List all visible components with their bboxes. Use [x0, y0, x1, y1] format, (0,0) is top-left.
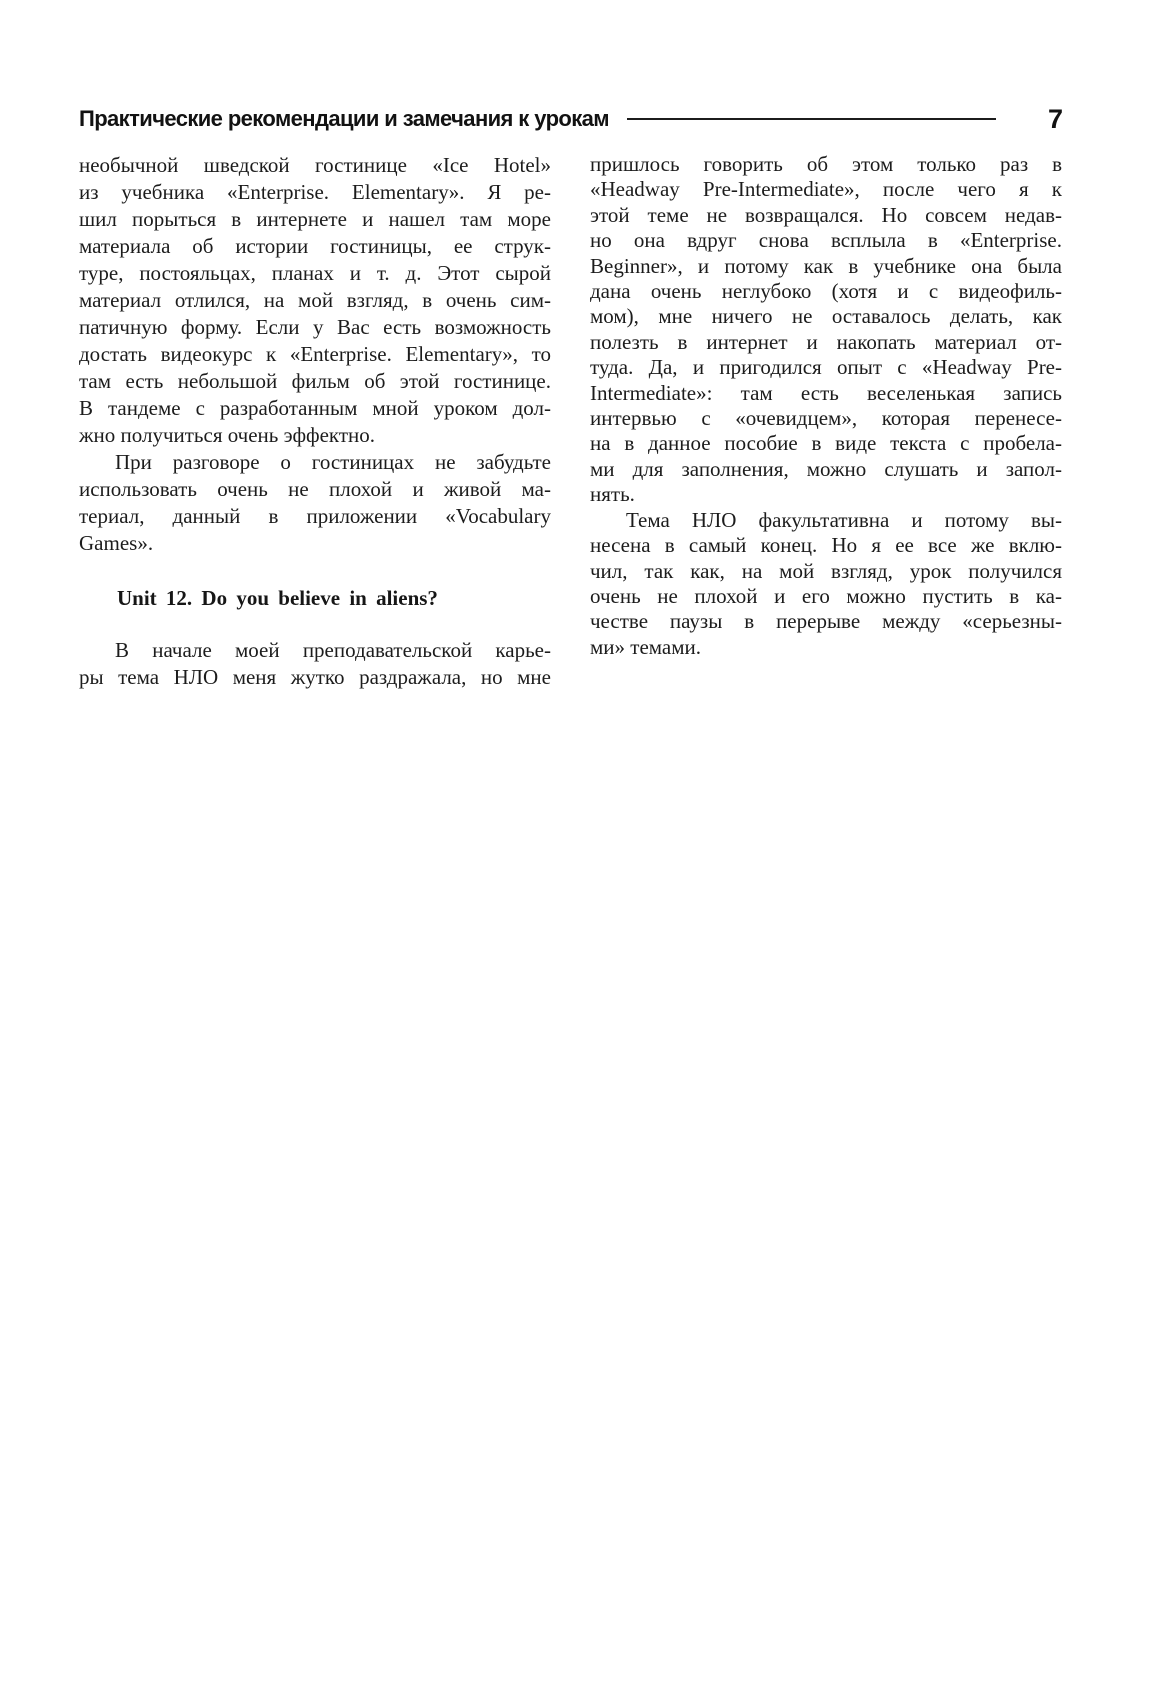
text-line: там есть небольшой фильм об этой гостинице.: [79, 369, 551, 393]
text-line: пришлось говорить об этом только раз в: [590, 152, 1062, 176]
text-line: В начале моей преподавательской карье-: [115, 638, 551, 662]
text-line: на в данное пособие в виде текста с пробела-: [590, 431, 1062, 456]
unit-heading: Unit 12. Do you believe in aliens?: [117, 586, 438, 610]
paragraph: [590, 152, 1062, 508]
text-line: материала об истории гостиницы, ее струк-: [79, 234, 551, 258]
text-line: В тандеме с разработанным мной уроком дол-: [79, 396, 551, 420]
paragraph: [79, 152, 551, 449]
text-line: ми для заполнения, можно слушать и запол-: [590, 456, 1062, 481]
text-line: ры тема НЛО меня жутко раздражала, но мне: [79, 665, 551, 689]
column-left: [79, 152, 551, 691]
text-line: туда. Да, и пригодился опыт с «Headway Pre-: [590, 355, 1062, 380]
text-line: из учебника «Enterprise. Elementary». Я ре-: [79, 180, 551, 204]
text-line: мом), мне ничего не оставалось делать, как: [590, 304, 1062, 329]
running-head-rule: [627, 118, 996, 120]
text-line: Тема НЛО факультативна и потому вы-: [626, 507, 1062, 532]
text-line: этой теме не возвращался. Но совсем недав-: [590, 202, 1062, 227]
text-line: туре, постояльцах, планах и т. д. Этот сырой: [79, 261, 551, 285]
text-line: Games».: [79, 531, 154, 555]
text-line: шил порыться в интернете и нашел там море: [79, 207, 551, 231]
text-line: использовать очень не плохой и живой ма-: [79, 477, 551, 501]
text-line: жно получиться очень эффектно.: [79, 423, 376, 447]
paragraph: [79, 637, 551, 691]
text-line: интервью с «очевидцем», которая перенесе-: [590, 406, 1062, 431]
running-head: [79, 101, 1062, 137]
paragraph: [79, 449, 551, 557]
text-line: ми» темами.: [590, 634, 702, 659]
text-line: материал отлился, на мой взгляд, в очень сим-: [79, 288, 551, 312]
text-line: Intermediate»: там есть веселенькая запись: [590, 380, 1062, 405]
content-columns: [79, 152, 1062, 691]
text-line: честве паузы в перерыве между «серьезны-: [590, 609, 1062, 634]
text-line: Beginner», и потому как в учебнике она была: [590, 253, 1062, 278]
text-line: дана очень неглубоко (хотя и с видеофиль-: [590, 279, 1062, 304]
text-line: необычной шведской гостинице «Ice Hotel»: [79, 153, 551, 177]
paragraph: [590, 508, 1062, 660]
text-line: патичную форму. Если у Вас есть возможность: [79, 315, 551, 339]
page-number: 7: [1047, 103, 1062, 134]
text-line: полезть в интернет и накопать материал от-: [590, 329, 1062, 354]
text-line: очень не плохой и его можно пустить в ка-: [590, 583, 1062, 608]
text-line: несена в самый конец. Но я ее все же вклю-: [590, 533, 1062, 558]
text-line: При разговоре о гостиницах не забудьте: [115, 450, 551, 474]
column-right: [590, 152, 1062, 691]
text-line: чил, так как, на мой взгляд, урок получился: [590, 558, 1062, 583]
running-head-title: Практические рекомендации и замечания к урокам: [79, 106, 609, 131]
text-line: достать видеокурс к «Enterprise. Elementary», то: [79, 342, 551, 366]
text-line: но она вдруг снова всплыла в «Enterprise.: [590, 228, 1062, 253]
text-line: териал, данный в приложении «Vocabulary: [79, 504, 551, 528]
text-line: нять.: [590, 482, 635, 507]
text-line: «Headway Pre-Intermediate», после чего я к: [590, 177, 1062, 202]
